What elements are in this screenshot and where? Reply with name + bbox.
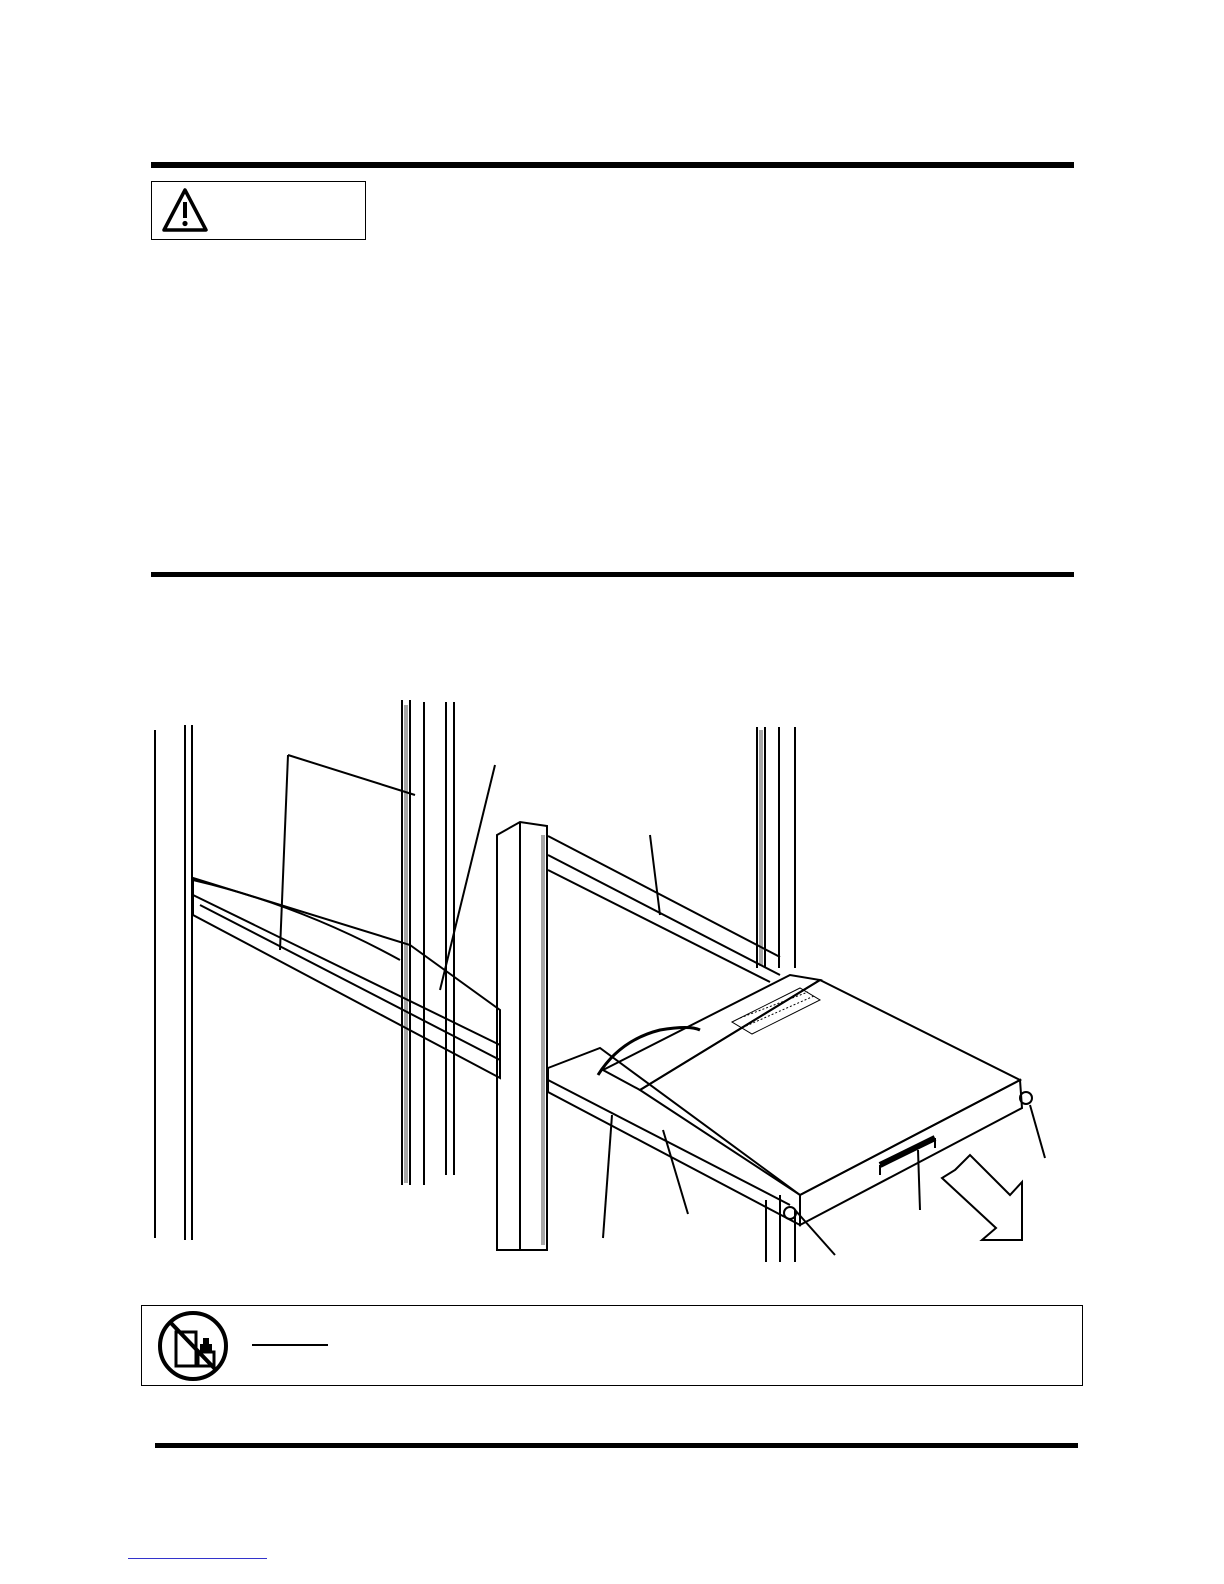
do-not-stack-icon [152,1310,234,1382]
do-not-stack-note [141,1305,1083,1386]
top-rule [151,162,1074,168]
middle-rule [151,572,1074,577]
note-heading-underline [252,1344,328,1346]
warning-box [151,181,366,240]
footer-link[interactable] [128,1558,267,1559]
rack-mount-drawer-figure [140,690,1080,1270]
warning-triangle-icon [160,186,210,234]
bottom-rule [155,1443,1078,1448]
